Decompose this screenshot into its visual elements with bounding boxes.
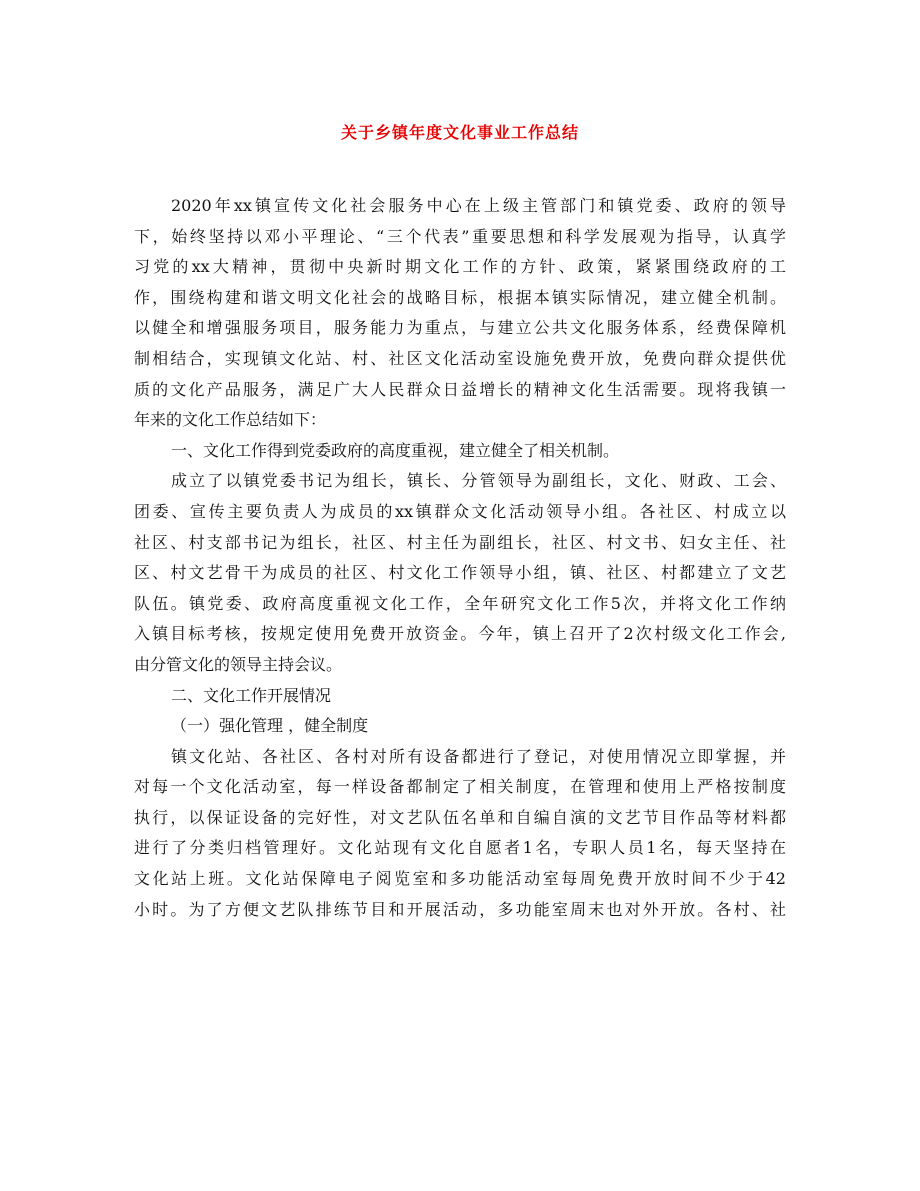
- text-line: 制相结合，实现镇文化站、村、社区文化活动室设施免费开放，免费向群众提供优: [134, 348, 786, 368]
- text-line: 对每一个文化活动室，每一样设备都制定了相关制度，在管理和使用上严格按制度: [134, 777, 786, 797]
- text-line: 作，围绕构建和谐文明文化社会的战略目标，根据本镇实际情况，建立健全机制。: [134, 287, 786, 307]
- text-line: 区、村文艺骨干为成员的社区、村文化工作领导小组，镇、社区、村都建立了文艺: [134, 563, 786, 583]
- text-line: 一、文化工作得到党委政府的高度重视，建立健全了相关机制。: [171, 440, 620, 460]
- text-line: 入镇目标考核，按规定使用免费开放资金。今年，镇上召开了2次村级文化工作会,: [134, 624, 786, 644]
- text-line: 文化站上班。文化站保障电子阅览室和多功能活动室每周免费开放时间不少于42: [134, 869, 786, 889]
- text-line: 由分管文化的领导主持会议。: [134, 654, 343, 674]
- text-line: 执行，以保证设备的完好性，对文艺队伍名单和自编自演的文艺节目作品等材料都: [134, 807, 786, 827]
- document-body: [134, 191, 786, 925]
- text-line: 以健全和增强服务项目，服务能力为重点，与建立公共文化服务体系，经费保障机: [134, 318, 786, 338]
- text-line: 进行了分类归档管理好。文化站现有文化自愿者1名，专职人员1名，每天坚持在: [134, 838, 786, 858]
- document-title: 关于乡镇年度文化事业工作总结: [340, 123, 579, 142]
- text-line: 习党的xx大精神，贯彻中央新时期文化工作的方针、政策，紧紧围绕政府的工: [134, 257, 786, 277]
- text-line: 镇文化站、各社区、各村对所有设备都进行了登记，对使用情况立即掌握，并: [171, 746, 786, 766]
- text-line: 团委、宣传主要负责人为成员的xx镇群众文化活动领导小组。各社区、村成立以: [134, 501, 786, 521]
- text-line: 下，始终坚持以邓小平理论、“三个代表”重要思想和科学发展观为指导，认真学: [134, 226, 786, 246]
- text-line: 成立了以镇党委书记为组长，镇长、分管领导为副组长，文化、财政、工会、: [171, 471, 786, 491]
- text-line: 2020年xx镇宣传文化社会服务中心在上级主管部门和镇党委、政府的领导: [171, 196, 786, 215]
- text-line: 二、文化工作开展情况: [171, 685, 332, 705]
- text-line: 小时。为了方便文艺队排练节目和开展活动，多功能室周末也对外开放。各村、社: [134, 899, 786, 919]
- text-line: 队伍。镇党委、政府高度重视文化工作，全年研究文化工作5次，并将文化工作纳: [134, 593, 786, 613]
- text-line: 社区、村支部书记为组长，社区、村主任为副组长，社区、村文书、妇女主任、社: [134, 532, 786, 552]
- text-line: 质的文化产品服务，满足广大人民群众日益增长的精神文化生活需要。现将我镇一: [134, 379, 786, 399]
- text-line: 年来的文化工作总结如下：: [134, 410, 327, 430]
- text-line: （一）强化管理 ，健全制度: [171, 716, 369, 736]
